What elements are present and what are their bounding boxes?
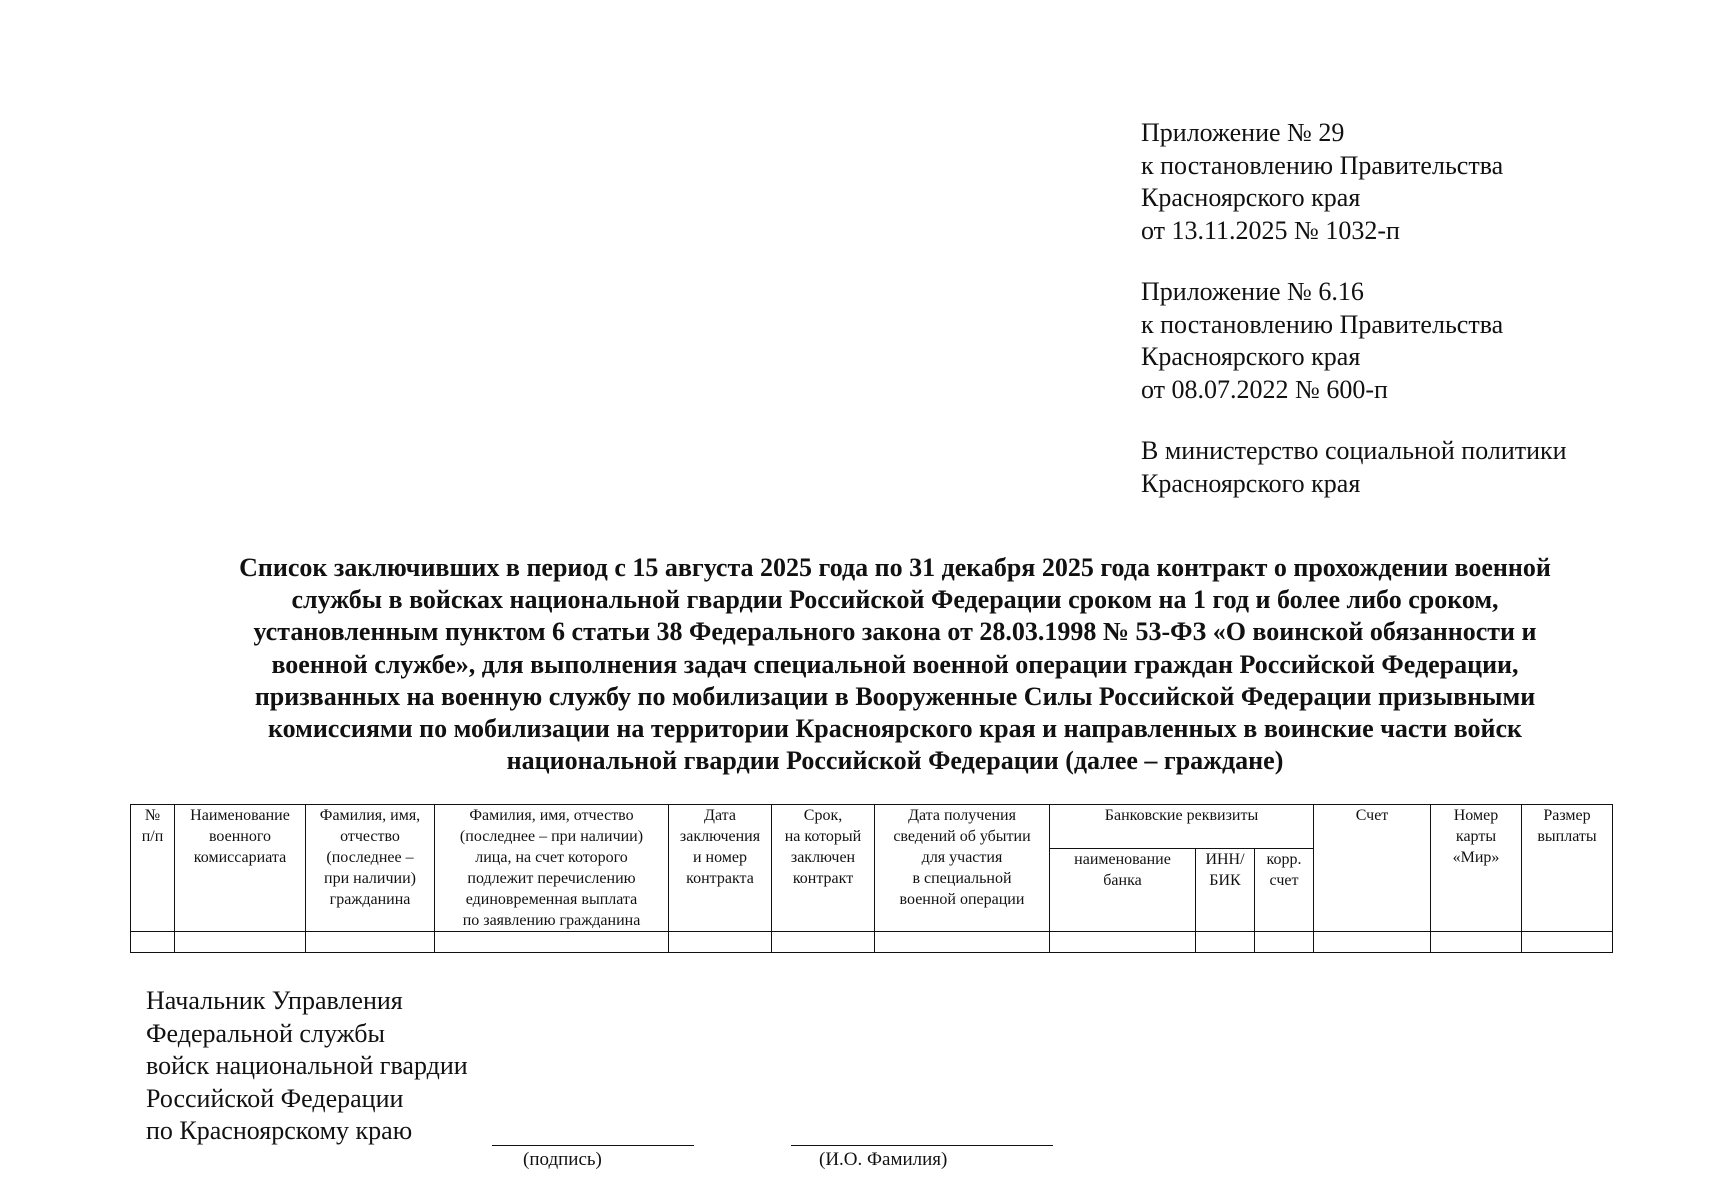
table-row bbox=[131, 932, 1613, 953]
signature-caption: (подпись) bbox=[523, 1149, 602, 1170]
signer-line: Начальник Управления bbox=[146, 986, 403, 1015]
title-line: призванных на военную службу по мобилизации в Вооруженные Силы Российской Федерации призывными bbox=[254, 681, 1536, 711]
recipient-line: В министерство социальной политики bbox=[1141, 436, 1567, 465]
col-header-number: № п/п bbox=[131, 805, 175, 932]
table-cell bbox=[1050, 932, 1196, 953]
table-cell bbox=[435, 932, 669, 953]
table-cell bbox=[306, 932, 435, 953]
name-caption: (И.О. Фамилия) bbox=[819, 1149, 948, 1170]
document-title bbox=[150, 552, 1640, 777]
signer-line: по Красноярскому краю bbox=[146, 1116, 413, 1145]
table-cell bbox=[875, 932, 1050, 953]
annex-line: Красноярского края bbox=[1141, 183, 1361, 212]
recipient-line: Красноярского края bbox=[1141, 468, 1361, 498]
signer-line: Федеральной службы bbox=[146, 1018, 385, 1048]
col-header-recipient-name: Фамилия, имя, отчество (последнее – при наличии) лица, на счет которого подлежит перечислению единовременная выплата по заявлению гражданина bbox=[435, 805, 669, 932]
citizens-table bbox=[130, 804, 1613, 953]
title-line: Список заключивших в период с 15 августа 2025 года по 31 декабря 2025 года контракт о прохождении военной bbox=[239, 553, 1551, 582]
table-cell bbox=[772, 932, 875, 953]
annex-line: к постановлению Правительства bbox=[1141, 309, 1504, 339]
name-line bbox=[791, 1145, 1053, 1146]
recipient-block bbox=[1141, 435, 1701, 500]
table-cell bbox=[669, 932, 772, 953]
annex-line: Красноярского края bbox=[1141, 342, 1361, 371]
signer-line: Российской Федерации bbox=[146, 1083, 404, 1113]
annex-line: Приложение № 6.16 bbox=[1141, 277, 1364, 306]
col-header-corr-account: корр. счет bbox=[1255, 849, 1314, 932]
col-header-inn-bik: ИНН/ БИК bbox=[1196, 849, 1255, 932]
signer-line: войск национальной гвардии bbox=[146, 1051, 468, 1080]
table-cell bbox=[1255, 932, 1314, 953]
signer-block bbox=[146, 985, 468, 1148]
title-line: национальной гвардии Российской Федерации (далее – граждане) bbox=[506, 746, 1284, 776]
col-header-citizen-name: Фамилия, имя, отчество (последнее – при наличии) гражданина bbox=[306, 805, 435, 932]
col-header-bank-details: Банковские реквизиты bbox=[1050, 805, 1314, 849]
table-cell bbox=[1431, 932, 1522, 953]
annex-line: к постановлению Правительства bbox=[1141, 150, 1504, 180]
col-header-contract-date: Дата заключения и номер контракта bbox=[669, 805, 772, 932]
col-header-bank-name: наименование банка bbox=[1050, 849, 1196, 932]
annex-line: от 08.07.2022 № 600-п bbox=[1141, 374, 1388, 404]
title-line: службы в войсках национальной гвардии Российской Федерации сроком на 1 год и более либо сроком, bbox=[291, 585, 1499, 615]
col-header-contract-term: Срок, на который заключен контракт bbox=[772, 805, 875, 932]
table-cell bbox=[1196, 932, 1255, 953]
table-cell bbox=[175, 932, 306, 953]
title-line: комиссиями по мобилизации на территории Красноярского края и направленных в воинские части войск bbox=[267, 714, 1523, 744]
table-header-row bbox=[131, 805, 1613, 849]
title-line: военной службе», для выполнения задач специальной военной операции граждан Российской Федерации, bbox=[271, 649, 1519, 679]
table-cell bbox=[1314, 932, 1431, 953]
annex-line: от 13.11.2025 № 1032-п bbox=[1141, 215, 1400, 245]
col-header-commissariat: Наименование военного комиссариата bbox=[175, 805, 306, 932]
signature-line bbox=[492, 1145, 694, 1146]
col-header-departure-date: Дата получения сведений об убытии для участия в специальной военной операции bbox=[875, 805, 1050, 932]
title-line: установленным пунктом 6 статьи 38 Федерального закона от 28.03.1998 № 53-ФЗ «О воинской обязанности и bbox=[253, 617, 1537, 647]
col-header-account: Счет bbox=[1314, 805, 1431, 932]
col-header-mir-card: Номер карты «Мир» bbox=[1431, 805, 1522, 932]
annex-block-6-16 bbox=[1141, 276, 1701, 406]
annex-block-29 bbox=[1141, 117, 1701, 247]
table-cell bbox=[1522, 932, 1613, 953]
annex-line: Приложение № 29 bbox=[1141, 118, 1345, 147]
table-cell bbox=[131, 932, 175, 953]
col-header-payment-amount: Размер выплаты bbox=[1522, 805, 1613, 932]
